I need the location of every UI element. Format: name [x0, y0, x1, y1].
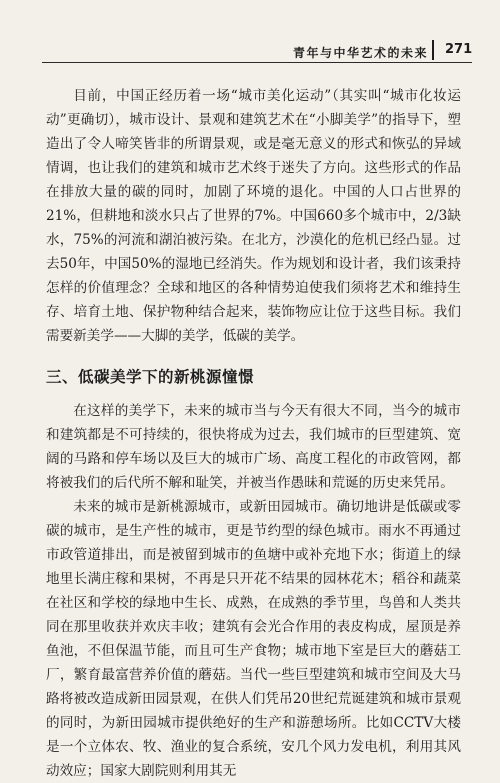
- running-title: 青年与中华艺术的未来: [292, 46, 428, 60]
- body-text: [46, 84, 461, 783]
- page-number: 271: [445, 42, 473, 57]
- paragraph-future-city: 在这样的美学下，未来的城市当与今天有很大不同，当今的城市和建筑都是不可持续的，很快将成为过去，我们城市的巨型建筑、宽阔的马路和停车场以及巨大的城市广场、高度工程化的市政管网，都将被我们的后代所不解和耻笑，并被当作愚昧和荒诞的历史来凭吊。: [46, 403, 461, 491]
- paragraph-intro: 目前，中国正经历着一场“城市美化运动”（其实叫“城市化妆运动”更确切），城市设计、景观和建筑艺术在“小脚美学”的指导下，塑造出了令人啼笑皆非的所谓景观，或是毫无意义的形式和恢弘的异域情调，也让我们的建筑和城市艺术终于迷失了方向。这些形式的作品在排放大量的碳的同时，加剧了环境的退化。中国的人口占世界的21%，但耕地和淡水只占了世界的7%。中国660多个城市中，2/3缺水，75%的河流和湖泊被污染。在北方，沙漠化的危机已经凸显。过去50年，中国50%的湿地已经消失。作为规划和设计者，我们该秉持怎样的价值理念？全球和地区的各种情势迫使我们须将艺术和维持生存、培育土地、保护物种结合起来，装饰物应让位于这些目标。我们需要新美学——大脚的美学，低碳的美学。: [46, 88, 461, 344]
- paragraph-new-utopia: 未来的城市是新桃源城市，或新田园城市。确切地讲是低碳或零碳的城市，是生产性的城市，更是节约型的绿色城市。雨水不再通过市政管道排出，而是被留到城市的鱼塘中或补充地下水；街道上的绿地里长满庄稼和果树，不再是只开花不结果的园林花木；稻谷和蔬菜在社区和学校的绿地中生长、成熟，在成熟的季节里，鸟兽和人类共同在那里收获并欢庆丰收；建筑有会光合作用的表皮构成，屋顶是养鱼池，不但保温节能，而且可生产食物；城市地下室是巨大的蘑菇工厂，繁育最富营养价值的蘑菇。当代一些巨型建筑和城市空间及大马路将被改造成新田园景观，在供人们凭吊20世纪荒诞建筑和城市景观的同时，为新田园城市提供绝好的生产和游憩场所。比如CCTV大楼是一个立体农、牧、渔业的复合系统，安几个风力发电机，利用其风动效应；国家大剧院则利用其无: [46, 499, 461, 779]
- section-heading: 三、低碳美学下的新桃源憧憬: [46, 368, 255, 386]
- header-divider: [432, 40, 434, 60]
- header-rule: [42, 62, 472, 63]
